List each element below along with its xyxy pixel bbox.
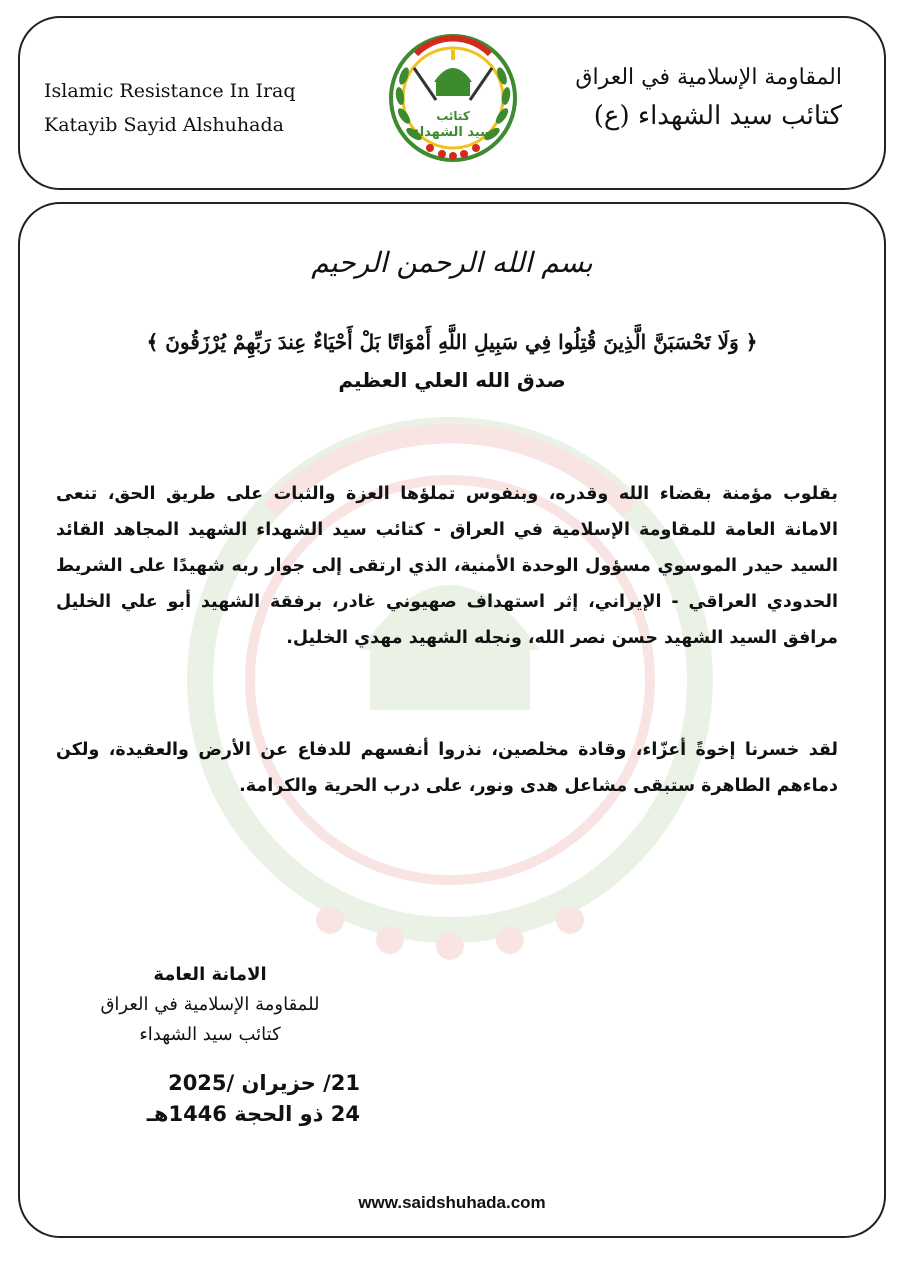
organization-logo: [386, 24, 520, 174]
gregorian-date: 21/ حزيران /2025: [168, 1071, 360, 1095]
statement-paragraph-2: لقد خسرنا إخوةً أعزّاء، وقادة مخلصين، نذروا أنفسهم للدفاع عن الأرض والعقيدة، ولكن دماءهم الطاهرة ستبقى مشاعل هدى ونور، على درب الحرية والكرامة.: [56, 740, 838, 796]
latin-title: [44, 74, 344, 142]
org-subname-arabic: كتائب سيد الشهداء (ع): [593, 101, 842, 131]
quran-verse: ﴿ وَلَا تَحْسَبَنَّ الَّذِينَ قُتِلُوا فِي سَبِيلِ اللَّهِ أَمْوَاتًا بَلْ أَحْيَاءٌ عِندَ رَبِّهِمْ يُرْزَقُونَ ﴾: [146, 330, 758, 354]
org-subname-english: Katayib Sayid Alshuhada: [44, 114, 284, 136]
svg-text:سيد الشهداء: سيد الشهداء: [413, 125, 493, 140]
hijri-date: 24 ذو الحجة 1446هـ: [146, 1102, 360, 1126]
signature-brigades: كتائب سيد الشهداء: [139, 1024, 281, 1045]
date-block: [100, 1068, 360, 1130]
signature-block: [60, 960, 360, 1050]
svg-text:كتائب: كتائب: [436, 109, 470, 123]
verse-closing: صدق الله العلي العظيم: [338, 368, 566, 392]
signature-secretariat: الامانة العامة: [153, 964, 267, 985]
basmala: بسم الله الرحمن الرحيم: [311, 246, 593, 279]
org-name-english: Islamic Resistance In Iraq: [44, 80, 296, 102]
statement-paragraph-1: بقلوب مؤمنة بقضاء الله وقدره، وبنفوس تملؤها العزة والثبات على طريق الحق، تنعى الامانة العامة للمقاومة الإسلامية في العراق - كتائب سيد الشهداء الشهيد المجاهد القائد السيد حيدر الموسوي مسؤول الوحدة الأمنية، الذي ارتقى إلى جوار ربه شهيدًا على الشريط الحدودي العراقي - الإيراني، إثر استهداف صهيوني غادر، برفقة الشهيد أبو علي الخليل مرافق السيد الشهيد حسن نصر الله، ونجله الشهيد مهدي الخليل.: [56, 484, 838, 648]
signature-organization: للمقاومة الإسلامية في العراق: [100, 994, 320, 1015]
arabic-title: [542, 60, 842, 136]
website-link[interactable]: www.saidshuhada.com: [358, 1193, 546, 1212]
org-name-arabic: المقاومة الإسلامية في العراق: [575, 65, 842, 90]
